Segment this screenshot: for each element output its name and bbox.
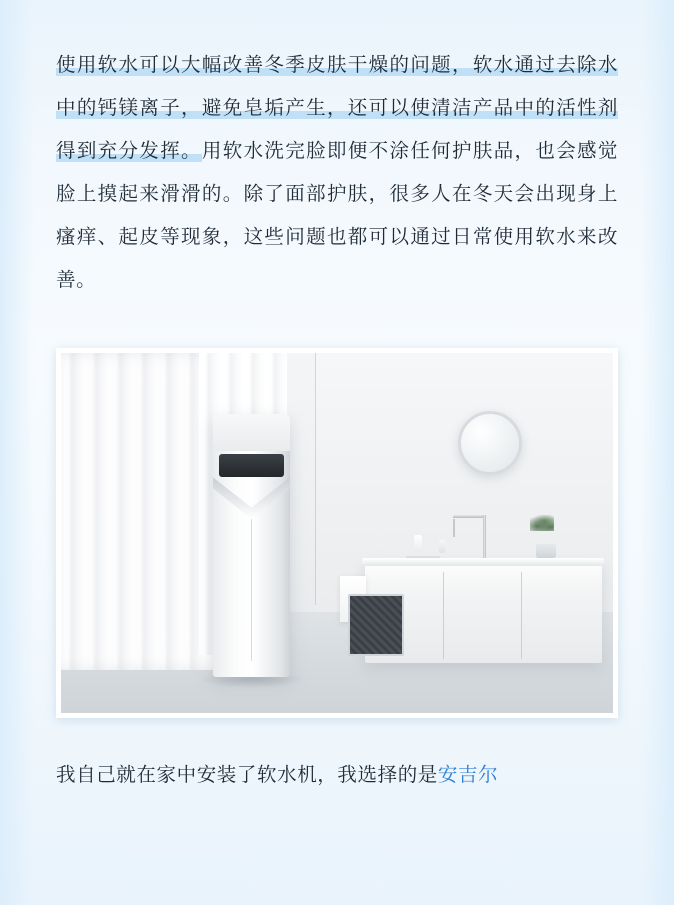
appliance-top: [213, 414, 290, 451]
water-softener-unit: [213, 414, 290, 677]
product-photo: [56, 348, 618, 718]
plant-pot: [536, 544, 556, 559]
faucet-spout: [453, 519, 455, 537]
paragraph-1: [56, 0, 618, 302]
soap-bottle: [414, 535, 422, 552]
highlighted-sentence: 使用软水可以大幅改善冬季皮肤干燥的问题，软水通过去除水中的钙镁离子，避免皂垢产生，还可以使清洁产品中的活性剂得到充分发挥。: [56, 55, 618, 162]
round-mirror: [458, 411, 522, 475]
appliance-v-accent: [213, 477, 290, 519]
paragraph-2: [56, 718, 618, 797]
vanity-countertop: [362, 558, 604, 566]
appliance-display-panel: [219, 454, 284, 478]
lotion-bottle: [439, 540, 445, 553]
vanity-seam: [443, 572, 444, 659]
laundry-basket: [348, 594, 404, 656]
paragraph-1-rest: 用软水洗完脸即便不涂任何护肤品，也会感觉脸上摸起来滑滑的。除了面部护肤，很多人在冬天会出现身上瘙痒、起皮等现象，这些问题也都可以通过日常使用软水来改善。: [56, 141, 618, 291]
bathroom-scene: [61, 353, 613, 713]
brand-link[interactable]: 安吉尔: [437, 765, 499, 786]
wall-corner: [315, 353, 316, 605]
appliance-seam: [251, 519, 252, 661]
vanity-seam: [521, 572, 522, 659]
faucet-arm: [453, 515, 486, 518]
faucet-body: [483, 515, 486, 562]
paragraph-2-prefix: 我自己就在家中安装了软水机，我选择的是: [56, 765, 438, 786]
plant-leaves: [530, 515, 554, 531]
